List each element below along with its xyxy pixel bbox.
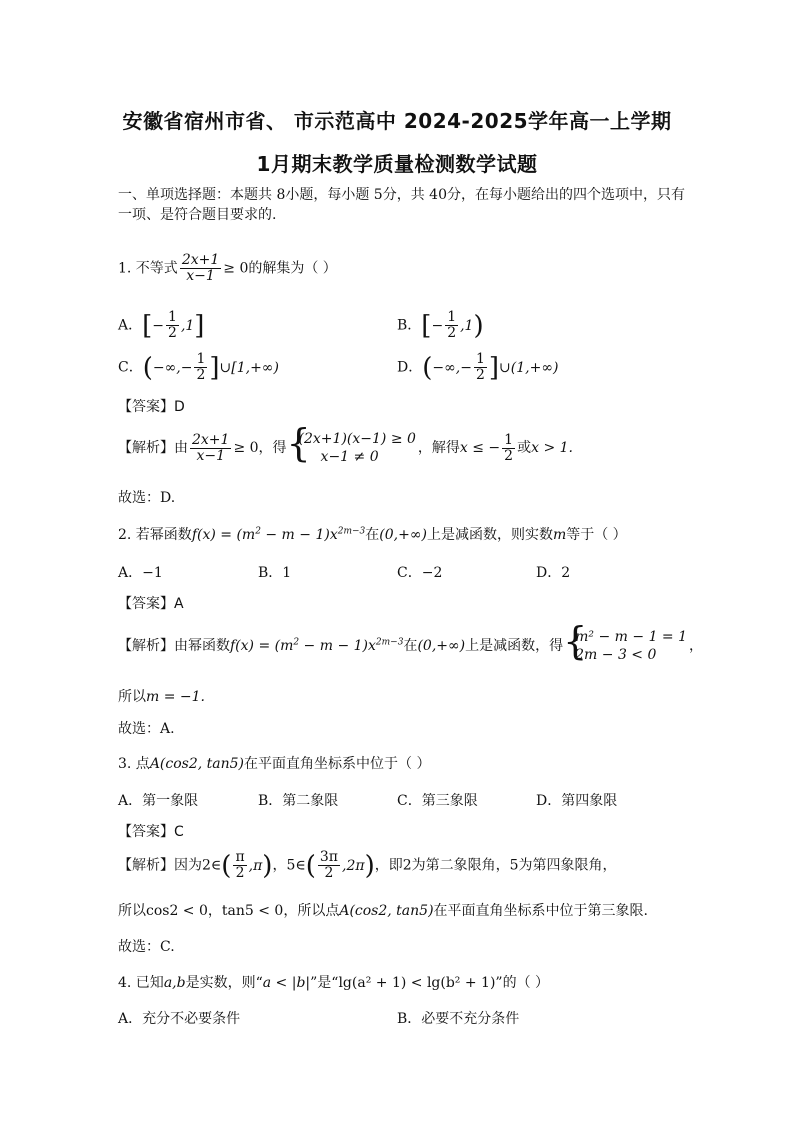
question-4-option-a: A．充分不必要条件 [118, 1011, 241, 1027]
question-1-analysis: 【解析】由 $\frac{2x+1}{x-1}$ ≥ 0，得 { (2x+1)(x−1) ≥ 0 x−1 ≠ 0 ，解得x ≤ − $\frac{1}{2}$ 或x > 1. [118, 430, 573, 466]
question-2-stem: 2. 若幂函数$f(x) = (m^2 - m - 1)x^{2m-3}$在(0,+∞)上是减函数，则实数m等于（ ） [118, 526, 627, 543]
question-2-option-a: A．−1 [118, 565, 163, 581]
question-4-stem: 4. 已知a,b是实数，则“a < |b|”是“lg(a² + 1) < lg(b² + 1)”的（ ） [118, 975, 550, 991]
question-2-conclusion: 故选：A. [118, 721, 175, 737]
question-3-result: 所以cos2 < 0，tan5 < 0，所以点A(cos2, tan5)在平面直角坐标系中位于第三象限. [118, 903, 648, 919]
question-2-answer: 【答案】A [118, 596, 184, 612]
question-1-answer: 【答案】D [118, 399, 185, 415]
section-header: 一、单项选择题：本题共 8小题，每小题 5分，共 40分，在每小题给出的四个选项中，只有一项、是符合题目要求的. [118, 187, 685, 223]
question-1-option-d: D．(−∞,− $\frac{1}{2}$ ]∪(1,+∞) [397, 351, 559, 383]
question-1-option-c: C．(−∞,− $\frac{1}{2}$ ]∪[1,+∞) [118, 351, 279, 383]
question-2-analysis: 【解析】由幂函数$f(x) = (m^2 - m - 1)x^{2m-3}$在(0,+∞)上是减函数，得 { m² − m − 1 = 1 2m − 3 < 0 ， [118, 628, 703, 664]
question-1-option-b: B．[− $\frac{1}{2}$ ,1) [397, 309, 484, 341]
document-title-line2: 1月期末教学质量检测数学试题 [256, 152, 538, 176]
question-2-option-c: C．−2 [397, 565, 443, 581]
question-2-option-d: D．2 [536, 565, 571, 581]
question-1-conclusion: 故选：D. [118, 490, 176, 506]
question-2-result: 所以m = −1. [118, 689, 205, 705]
document-title-line1: 安徽省宿州市省、 市示范高中 2024-2025学年高一上学期 [122, 109, 672, 133]
question-3-stem: 3. 点A(cos2, tan5)在平面直角坐标系中位于（ ） [118, 756, 431, 772]
question-4-option-b: B．必要不充分条件 [397, 1011, 520, 1027]
question-3-analysis: 【解析】因为2∈( $\frac{\pi}{2}$ ,π)，5∈( $\frac{3\pi}{2}$ ,2π)，即2为第二象限角，5为第四象限角， [118, 849, 617, 881]
question-3-option-c: C．第三象限 [397, 793, 478, 809]
question-2-option-b: B．1 [258, 565, 292, 581]
question-3-answer: 【答案】C [118, 824, 184, 840]
question-3-option-a: A．第一象限 [118, 793, 199, 809]
question-1-stem: 1. 不等式 $\frac{2x+1}{x-1}$ ≥ 0的解集为（ ） [118, 252, 337, 284]
question-3-option-d: D．第四象限 [536, 793, 618, 809]
question-1-option-a: A．[− $\frac{1}{2}$ ,1] [118, 309, 205, 341]
question-3-conclusion: 故选：C. [118, 939, 175, 955]
question-3-option-b: B．第二象限 [258, 793, 339, 809]
